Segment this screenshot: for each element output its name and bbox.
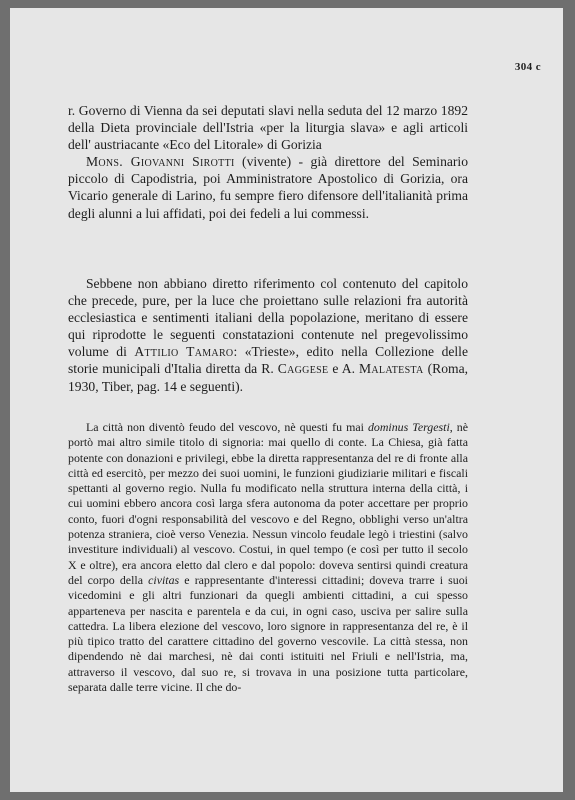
quote-italic-civitas: civitas <box>148 572 180 587</box>
editor-caggese: Caggese <box>277 361 329 377</box>
page-number: 304 c <box>514 61 541 73</box>
intro-text-a: Sebbene non abbiano diretto riferimento col contenuto del capitolo che precede, pure, per la luce che proiettano sulle relazioni fra autorità ecclesiastica e sentimenti italiani della popolazione, meritano di essere qui riprodotte le seguenti constatazioni contenute nel pregevolissimo volume di <box>68 276 468 360</box>
intro-text-d: (Roma, 1930, Tiber, pag. 14 e seguenti). <box>68 361 468 394</box>
name-sirotti: Mons. Giovanni Sirotti <box>86 154 235 170</box>
quote-text-2: , nè portò mai altro simile titolo di signoria: mai quello di conte. La Chiesa, già fatta potente con donazioni e privilegi, ebbe la diretta rappresentanza del re di fronte alla città ed esercitò, per mezzo dei suoi uomini, le funzioni giudiziarie militari e fiscali spettanti al governo regio. Nulla fu modificato nella struttura interna della città, i cui uomini ebbero ancora così larga sfera autonoma da poter accettare per proprio conto, fuori d'ogni responsabilità del vescovo e del Regno, obblighi verso un'altra potenza straniera, cioè verso Venezia. Nessun vincolo feudale legò i triestini (salvo investiture individuali) al vescovo. Costui, in quel tempo (e così per tutto il secolo X e oltre), era ancora eletto dal clero e dal popolo: doveva sentirsi quindi creatura del corpo della <box>68 420 468 587</box>
author-name: Attilio Tamaro <box>134 344 234 360</box>
sirotti-text: (vivente) - già direttore del Seminario piccolo di Capodistria, poi Amministratore Apostolico di Gorizia, ora Vicario generale di Larino, fu sempre fiero difensore dell'italianità prima degli alunni a lui affidati, poi dei fedeli a lui commessi. <box>68 154 468 221</box>
paragraph-intro <box>68 275 468 395</box>
quote-text-3: e rappresentante d'interessi cittadini; doveva trarre i suoi vicedomini e gli altri funzionari da quegli ambienti cittadini, a cui spesso apparteneva per nascita e parentela e da cui, in ogni caso, usciva per salire sulla cattedra. La libera elezione del vescovo, loro signore in rappresentanza del re, è il più tipico tratto del carattere cittadino del governo vescovile. La città stessa, non dipendendo nè dai marchesi, nè dai conti istituiti nel Friuli e nell'Istria, ma, attraverso il vescovo, dal suo re, si trovava in una posizione tutta particolare, separata dalle terre vicine. Il che do- <box>68 572 468 695</box>
intro-text-b: : «Trieste», edito nella Collezione delle storie municipali d'Italia diretta da R. <box>68 344 468 377</box>
quote-text-1: La città non diventò feudo del vescovo, nè questi fu mai <box>86 420 368 434</box>
editor-malatesta: Malatesta <box>359 361 424 377</box>
paragraph-vienna: r. Governo di Vienna da sei deputati slavi nella seduta del 12 marzo 1892 della Dieta provinciale dell'Istria «per la liturgia slava» e agli articoli dell' austriacante «Eco del Litorale» di Gorizia <box>68 103 468 153</box>
text-block-notes <box>68 102 468 222</box>
text-block-intro <box>68 275 468 395</box>
paragraph-sirotti <box>68 153 468 221</box>
intro-text-c: e A. <box>328 361 360 377</box>
quoted-passage <box>68 420 468 695</box>
document-page <box>10 8 563 792</box>
quote-italic-dominus: dominus Tergesti <box>367 420 450 434</box>
